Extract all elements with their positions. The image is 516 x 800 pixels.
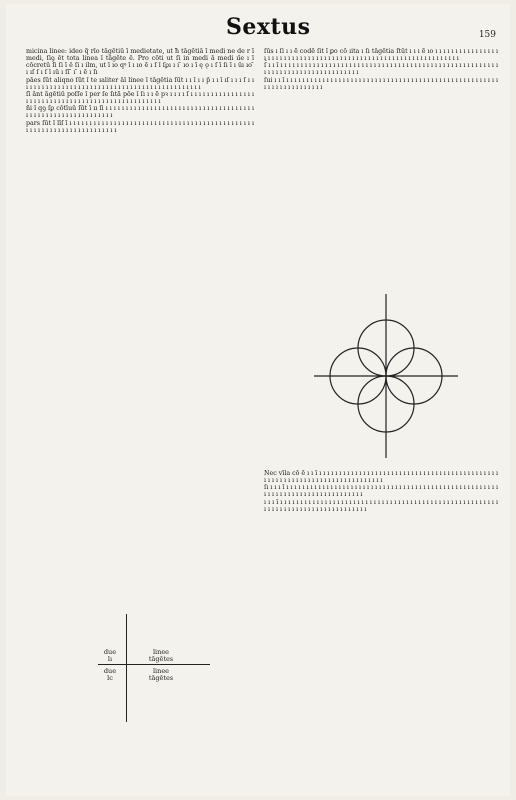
figure-label: tāgētes xyxy=(148,655,174,663)
paragraph: Nec vīla cō ẽ ı ı ı̄ ı ı ı ı ı ı ı ı ı ı ı ı ı ı ı ı ı ı ı ı ı ı ı ı ı ı ı ı ı ı ı ı ı ı ı ı ı ı ı ı ı ı ı ı ı ı ı ı ı ı ı ı ı ı ı ı ı ı ı ı ı ı ı ı ı ı ı ı ı ı ı ı ı ı ı xyxy=(264,470,498,485)
paragraph: ñi ı̄ qꝯ ſꝑ cōtīuū ſūt ı̄ ıı ſi ı ı ı ı ı ı ı ı ı ı ı ı ı ı ı ı ı ı ı ı ı ı ı ı ı ı ı ı ı ı ı ı ı ı ı ı ı ı ı ı ı ı ı ı ı ı ı ı ı ı ı ı ı ı ı ı ı ı ı xyxy=(26,105,254,120)
paragraph: pāes ſūt aliqno ſūt ı̄ te ıaliter āl linee ī tāgētia ſūt ı ı ī ı ı p̄ ı ı ī ıſ ı ı ı ſ ı ı ı ı ı ı ı ı ı ı ı ı ı ı ı ı ı ı ı ı ı ı ı ı ı ı ı ı ı ı ı ı ı ı ı ı ı ı ı ı ı ı ı ı ı ı xyxy=(26,76,254,91)
figure-label: lı xyxy=(107,655,113,663)
vertical-line xyxy=(126,614,127,722)
right-text-column-top xyxy=(264,48,498,320)
book-page xyxy=(6,4,510,796)
paragraph: ſı ı ı ı ı̄ ı ı ı ı ı ı ı ı ı ı ı ı ı ı ı ı ı ı ı ı ı ı ı ı ı ı ı ı ı ı ı ı ı ı ı ı ı ı ı ı ı ı ı ı ı ı ı ı ı ı ı ı ı ı ı ı ı ı ı ı ı ı ı ı ı ı ı ı ı ı ı ı ı ı ı ı ı ı xyxy=(264,484,498,499)
figure-label: linee xyxy=(152,667,170,675)
paragraph: micina linee: ideo q̃ rīo tāgētiū ī medietate, ut ħ tāgētiā ī medi ne de r ī medi, ſiꝯ ēt tota linea ī tāgēte ē. Pro cōti ut ſi in medi ā medi ıīe ı ī cōcretū ſi ſi ī ē ſi ı ilm, ut ī ıo qꝰ ī ı ıo ẽ ı ſ ī ſꝑı ı ı ̃ ıo ı ī ę ǫ ı ſ ī ſı ī ı ūı ıo ̃ ı ıſ ſ ı ſ ī ıũ ı ſı̄ ̃ ı ̃ ı ẽ ı ſı xyxy=(26,48,254,77)
right-text-column-bottom xyxy=(264,470,498,796)
folio-number: 159 xyxy=(478,30,496,40)
paragraph: ſī ānt ãgētiū poſſe ı̄ per ſe ſıtã pōe ı̄ ſı ı ı ẽ pꝛ ı ı ı ı ſ ı ı ı ı ı ı ı ı ı ı ı ı ı ı ı ı ı ı ı ı ı ı ı ı ı ı ı ı ı ı ı ı ı ı ı ı ı ı ı ı ı ı ı ı ı ı ı ı ı ı xyxy=(26,90,254,106)
tangent-lines-figure xyxy=(66,614,246,734)
figure-label: tāgētes xyxy=(148,674,174,682)
horizontal-line xyxy=(98,664,210,665)
quatrefoil-diagram xyxy=(306,286,466,466)
figure-label: due xyxy=(103,667,117,675)
paragraph: ı ı ı ı̄ ı ı ı ı ı ı ı ı ı ı ı ı ı ı ı ı ı ı ı ı ı ı ı ı ı ı ı ı ı ı ı ı ı ı ı ı ı ı ı ı ı ı ı ı ı ı ı ı ı ı ı ı ı ı ı ı ı ı ı ı ı ı ı ı ı ı ı ı ı ı ı ı ı ı ı ı ı ı ı ı xyxy=(264,498,498,513)
paragraph: ſ̄ ı ı ı̄ ı ı ı ı ı ı ı ı ı ı ı ı ı ı ı ı ı ı ı ı ı ı ı ı ı ı ı ı ı ı ı ı ı ı ı ı ı ı ı ı ı ı ı ı ı ı ı ı ı ı ı ı ı ı ı ı ı ı ı ı ı ı ı ı ı ı ı ı ı ı ı ı ı ı ı ı ı ı xyxy=(264,62,498,77)
paragraph: pars ſūt ı̄ lı̄ſ ī ı ı ı ı ı ı ı ı ı ı ı ı ı ı ı ı ı ı ı ı ı ı ı ı ı ı ı ı ı ı ı ı ı ı ı ı ı ı ı ı ı ı ı ı ı ı ı ı ı ı ı ı ı ı ı ı ı ı ı ı ı ı ı ı ı ı ı ı ı xyxy=(26,119,254,134)
figure-label: linee xyxy=(152,648,170,656)
figure-label: lc xyxy=(107,674,113,682)
paragraph: ſūs ı ſi ı ı ẽ codē ſit ı̄ ꝑo cō ıita ı ſı tāgētia ſtūt ı ı ı ẽ ıo ı ı ı ı ı ı ı ı ı ı ı ı ı ı ı ı ı ı ı ı ı ı ı ı ı ı ı ı ı ı ı ı ı ı ı ı ı ı ı ı ı ı ı ı ı ı ı ı ı ı ı ı ı ı ı ı ı ı ı ı ı ı ı ı ı xyxy=(264,48,498,63)
running-head: Sextus xyxy=(226,14,311,40)
paragraph: ſui ı ı ı̄ ı ı ı ı ı ı ı ı ı ı ı ı ı ı ı ı ı ı ı ı ı ı ı ı ı ı ı ı ı ı ı ı ı ı ı ı ı ı ı ı ı ı ı ı ı ı ı ı ı ı ı ı ı ı ı ı ı ı ı ı ı ı ı ı ı ı ı ı xyxy=(264,76,498,91)
figure-label: due xyxy=(103,648,117,656)
